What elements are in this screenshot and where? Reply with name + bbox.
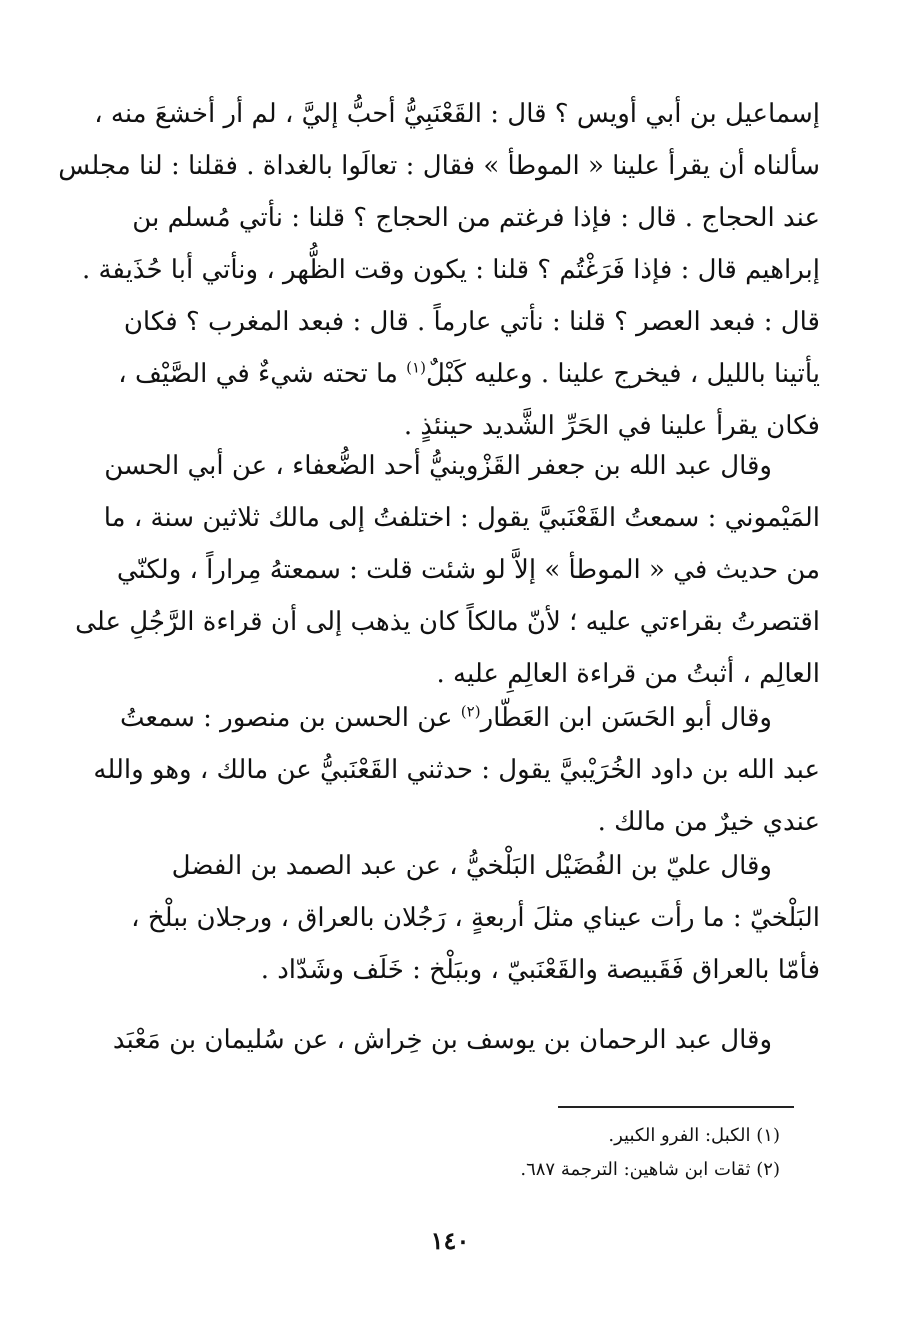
text-line: قال : فبعد العصر ؟ قلنا : نأتي عارماً . قال : فبعد المغرب ؟ فكان	[123, 307, 820, 337]
text-line: البَلْخيّ : ما رأت عيناي مثلَ أربعةٍ ، رَجُلان بالعراق ، ورجلان ببلْخ ،	[131, 903, 820, 933]
paragraph-2	[75, 440, 820, 700]
text-line: إسماعيل بن أبي أويس ؟ قال : القَعْنَبِيُّ أحبُّ إليَّ ، لم أر أخشعَ منه ،	[94, 99, 820, 129]
text-line: عبد الله بن داود الخُرَيْبيَّ يقول : حدثني القَعْنَبيُّ عن مالك ، وهو والله	[93, 755, 820, 785]
text-line: وقال عبد الله بن جعفر القَزْوينيُّ أحد الضُّعفاء ، عن أبي الحسن	[104, 451, 772, 481]
text-segment: ما تحته شيءٌ في الصَّيْف ،	[118, 359, 398, 389]
text-line: عندي خيرٌ من مالك .	[597, 807, 820, 837]
footnote-marker-2: (٢)	[460, 702, 481, 721]
footnote-1: (١) الكبل: الفرو الكبير.	[608, 1125, 780, 1146]
text-line: المَيْموني : سمعتُ القَعْنَبيَّ يقول : اختلفتُ إلى مالك ثلاثين سنة ، ما	[103, 503, 820, 533]
text-segment: عن الحسن بن منصور : سمعتُ	[120, 703, 453, 733]
footnote-marker-1: (١)	[406, 358, 426, 377]
paragraph-4	[100, 840, 820, 996]
text-line	[100, 348, 820, 400]
paragraph-5	[100, 1014, 820, 1066]
text-line: إبراهيم قال : فإذا فَرَغْتُم ؟ قلنا : يكون وقت الظُّهر ، ونأتي أبا حُذَيفة .	[81, 255, 820, 285]
text-line: فكان يقرأ علينا في الحَرِّ الشَّديد حينئذٍ .	[403, 411, 820, 441]
page-number: ١٤٠	[430, 1226, 470, 1255]
text-line: فأمّا بالعراق فَقَبيصة والقَعْنَبيّ ، وببَلْخ : خَلَف وشَدّاد .	[260, 955, 820, 985]
text-line	[100, 692, 820, 744]
paragraph-3	[93, 692, 820, 848]
text-segment: يأتينا بالليل ، فيخرج علينا . وعليه كَبْلٌ	[425, 359, 820, 389]
footnote-divider	[558, 1106, 794, 1108]
text-segment: وقال أبو الحَسَن ابن العَطّار	[480, 703, 772, 733]
text-line: اقتصرتُ بقراءتي عليه ؛ لأنّ مالكاً كان يذهب إلى أن قراءة الرَّجُلِ على	[75, 607, 820, 637]
text-line: وقال عليّ بن الفُضَيْل البَلْخيُّ ، عن عبد الصمد بن الفضل	[171, 851, 772, 881]
text-line: سألناه أن يقرأ علينا « الموطأ » فقال : تعالَوا بالغداة . فقلنا : لنا مجلس	[58, 151, 820, 181]
text-line: وقال عبد الرحمان بن يوسف بن خِراش ، عن سُليمان بن مَعْبَد	[112, 1025, 772, 1055]
text-line: عند الحجاج . قال : فإذا فرغتم من الحجاج ؟ قلنا : نأتي مُسلم بن	[132, 203, 820, 233]
text-line: العالِم ، أثبتُ من قراءة العالِمِ عليه .	[436, 659, 820, 689]
footnote-2: (٢) ثقات ابن شاهين: الترجمة ٦٨٧.	[520, 1159, 780, 1180]
text-line: من حديث في « الموطأ » إلاَّ لو شئت قلت : سمعتهُ مِراراً ، ولكنّي	[116, 555, 820, 585]
paragraph-1	[58, 88, 820, 452]
